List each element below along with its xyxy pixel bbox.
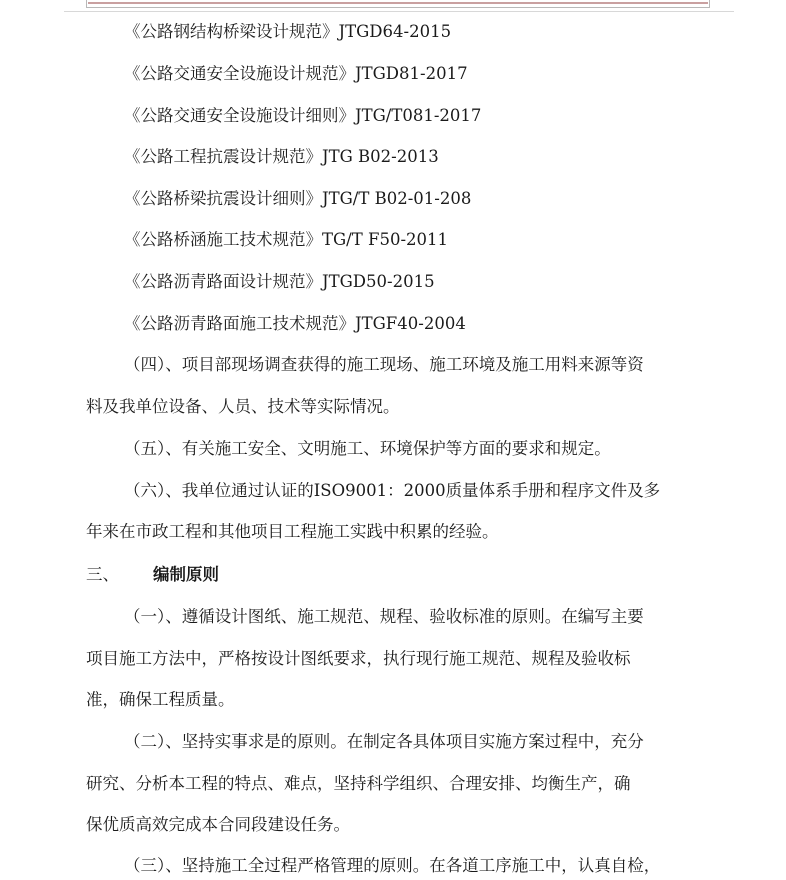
paragraph-line: 保优质高效完成本合同段建设任务。	[86, 815, 350, 834]
section-number: 三、	[86, 565, 119, 584]
paragraph-line: （一）、遵循设计图纸、施工规范、规程、验收标准的原则。在编写主要	[124, 607, 644, 626]
page-header-rule	[64, 11, 734, 12]
paragraph-line: （六）、我单位通过认证的ISO9001：2000质量体系手册和程序文件及多	[124, 481, 661, 500]
section-heading	[86, 561, 219, 589]
paragraph-line: 年来在市政工程和其他项目工程施工实践中积累的经验。	[86, 522, 499, 541]
standard-item: 《公路交通安全设施设计规范》JTGD81-2017	[124, 64, 468, 83]
paragraph-line: 项目施工方法中，严格按设计图纸要求，执行现行施工规范、规程及验收标	[86, 649, 631, 668]
paragraph-line: （三）、坚持施工全过程严格管理的原则。在各道工序施工中，认真自检，	[124, 856, 661, 875]
standard-item: 《公路桥涵施工技术规范》TG/T F50-2011	[124, 230, 449, 249]
previous-page-accent	[88, 2, 708, 4]
paragraph-line: 料及我单位设备、人员、技术等实际情况。	[86, 397, 400, 416]
standard-item: 《公路钢结构桥梁设计规范》JTGD64-2015	[124, 22, 452, 41]
standard-item: 《公路沥青路面设计规范》JTGD50-2015	[124, 272, 435, 291]
paragraph-line: 研究、分析本工程的特点、难点，坚持科学组织、合理安排、均衡生产，确	[86, 774, 631, 793]
standard-item: 《公路桥梁抗震设计细则》JTG/T B02-01-208	[124, 189, 472, 208]
paragraph-line: （五）、有关施工安全、文明施工、环境保护等方面的要求和规定。	[124, 439, 611, 458]
standard-item: 《公路沥青路面施工技术规范》JTGF40-2004	[124, 314, 466, 333]
paragraph-line: （二）、坚持实事求是的原则。在制定各具体项目实施方案过程中，充分	[124, 732, 644, 751]
standard-item: 《公路交通安全设施设计细则》JTG/T081-2017	[124, 106, 482, 125]
paragraph-line: 准，确保工程质量。	[86, 690, 235, 709]
standard-item: 《公路工程抗震设计规范》JTG B02-2013	[124, 147, 439, 166]
section-title: 编制原则	[153, 565, 219, 584]
paragraph-line: （四）、项目部现场调查获得的施工现场、施工环境及施工用料来源等资	[124, 355, 644, 374]
